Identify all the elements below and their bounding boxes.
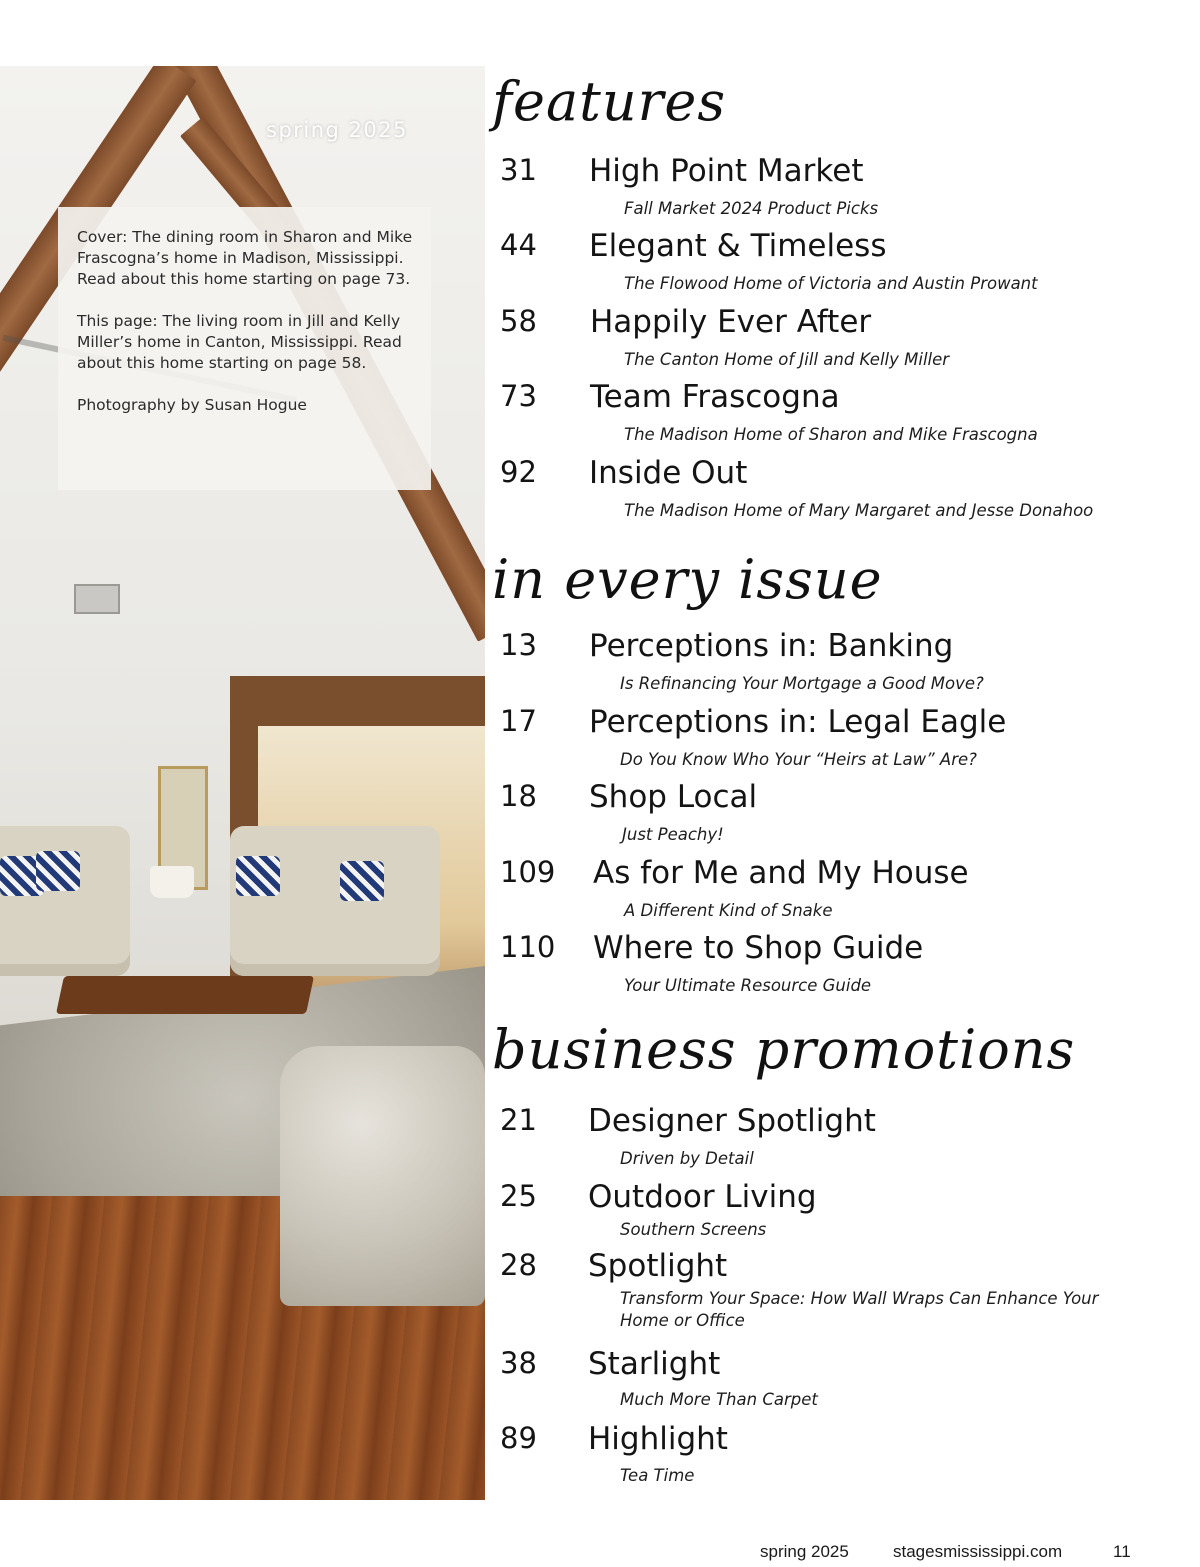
table-lamp (150, 866, 194, 898)
section-heading-promotions: business promotions (492, 1018, 1076, 1081)
article-subtitle: The Canton Home of Jill and Kelly Miller (624, 350, 950, 369)
page-number: 44 (500, 228, 537, 262)
article-subtitle: Your Ultimate Resource Guide (624, 976, 872, 995)
article-subtitle: The Flowood Home of Victoria and Austin Prowant (624, 274, 1038, 293)
page-number: 18 (500, 779, 537, 813)
article-subtitle: A Different Kind of Snake (624, 901, 833, 920)
article-subtitle: Just Peachy! (622, 825, 724, 844)
sofa-left (0, 826, 130, 976)
article-title: Perceptions in: Banking (589, 628, 954, 664)
article-subtitle: Much More Than Carpet (620, 1390, 818, 1409)
cover-caption: Cover: The dining room in Sharon and Mike Frascogna’s home in Madison, Mississippi. Read about this home starting on page 73. (77, 228, 413, 288)
page-number: 13 (500, 628, 537, 662)
page-number: 58 (500, 304, 537, 338)
article-title: Elegant & Timeless (589, 228, 887, 264)
article-title: Spotlight (588, 1248, 728, 1284)
article-subtitle: The Madison Home of Sharon and Mike Frascogna (624, 425, 1038, 444)
air-vent (74, 584, 120, 614)
article-subtitle: Tea Time (620, 1466, 695, 1485)
section-heading-features: features (492, 70, 727, 133)
article-subtitle: Transform Your Space: How Wall Wraps Can Enhance Your Home or Office (620, 1289, 1099, 1330)
article-subtitle: Is Refinancing Your Mortgage a Good Move? (620, 674, 984, 693)
page-number: 92 (500, 455, 537, 489)
page-number: 38 (500, 1346, 537, 1380)
photo-credit: Photography by Susan Hogue (77, 396, 307, 414)
page-number: 73 (500, 379, 537, 413)
section-heading-every-issue: in every issue (492, 548, 883, 611)
page-number: 17 (500, 704, 537, 738)
article-subtitle: Southern Screens (620, 1220, 767, 1239)
article-subtitle: The Madison Home of Mary Margaret and Jesse Donahoo (624, 501, 1094, 520)
article-title: High Point Market (589, 153, 864, 189)
article-title: Team Frascogna (590, 379, 840, 415)
page-number: 21 (500, 1103, 537, 1137)
page-number: 28 (500, 1248, 537, 1282)
article-title: Where to Shop Guide (593, 930, 924, 966)
article-subtitle: Driven by Detail (620, 1149, 754, 1168)
photo-caption (58, 207, 431, 490)
footer-page-number: 11 (1113, 1542, 1131, 1561)
sofa-center (230, 826, 440, 976)
page-caption: This page: The living room in Jill and Kelly Miller’s home in Canton, Mississippi. Read about this home starting on page 58. (77, 312, 402, 372)
page-number: 89 (500, 1421, 537, 1455)
article-title: Designer Spotlight (588, 1103, 876, 1139)
article-title: Inside Out (589, 455, 748, 491)
pillow (236, 856, 280, 896)
page-number: 110 (500, 930, 556, 964)
pillow (36, 851, 80, 891)
article-title: Highlight (588, 1421, 728, 1457)
page-number: 31 (500, 153, 537, 187)
footer-website[interactable]: stagesmississippi.com (893, 1542, 1063, 1561)
pillow (340, 861, 384, 901)
page-number: 25 (500, 1179, 537, 1213)
footer-issue: spring 2025 (760, 1542, 849, 1561)
article-title: Outdoor Living (588, 1179, 817, 1215)
article-title: As for Me and My House (593, 855, 969, 891)
armchair (280, 1046, 485, 1306)
page-number: 109 (500, 855, 556, 889)
article-title: Starlight (588, 1346, 721, 1382)
article-title: Happily Ever After (590, 304, 872, 340)
article-subtitle: Fall Market 2024 Product Picks (624, 199, 879, 218)
article-title: Shop Local (589, 779, 758, 815)
article-subtitle: Do You Know Who Your “Heirs at Law” Are? (620, 750, 977, 769)
coffee-table (56, 976, 314, 1014)
season-tag: spring 2025 (266, 118, 408, 142)
article-title: Perceptions in: Legal Eagle (589, 704, 1007, 740)
